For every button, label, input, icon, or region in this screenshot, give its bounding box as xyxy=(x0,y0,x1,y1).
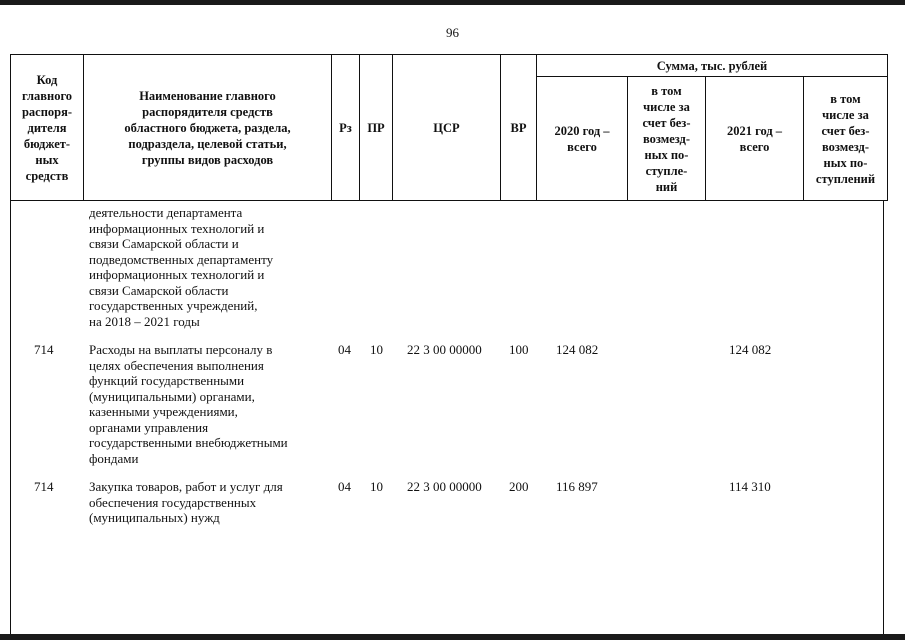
text-line: государственных учреждений, xyxy=(89,298,258,313)
row-2-csr: 22 3 00 00000 xyxy=(407,342,482,357)
text-line: связи Самарской области xyxy=(89,282,229,298)
text-line: Закупка товаров, работ и услуг для xyxy=(89,479,283,494)
text-line: на 2018 – 2021 годы xyxy=(89,313,200,329)
text-line: областного бюджета, раздела, xyxy=(124,120,291,135)
header-vr: ВР xyxy=(501,55,537,201)
table-header xyxy=(10,54,888,201)
column-rule xyxy=(883,200,884,634)
text-line: обеспечения государственных xyxy=(89,494,257,510)
text-line: счет без- xyxy=(821,123,870,138)
scan-top-border xyxy=(0,0,905,5)
row-2-rz: 04 xyxy=(338,342,351,357)
text-line: всего xyxy=(567,139,597,154)
text-line: счет без- xyxy=(642,115,691,130)
page-number: 96 xyxy=(446,25,459,40)
text-line: (муниципальными) органами, xyxy=(89,388,255,404)
header-pr: ПР xyxy=(360,55,393,201)
text-line: подведомственных департаменту xyxy=(89,251,274,267)
row-2-vr: 100 xyxy=(509,342,529,357)
text-line: связи Самарской области и xyxy=(89,236,239,251)
row-2-pr: 10 xyxy=(370,342,383,357)
row-3-rz: 04 xyxy=(338,479,351,494)
text-line: целях обеспечения выполнения xyxy=(89,357,264,373)
text-line: (муниципальных) нужд xyxy=(89,510,220,525)
text-line: информационных технологий и xyxy=(89,267,265,282)
header-rz: Рз xyxy=(332,55,360,201)
row-3-pr: 10 xyxy=(370,479,383,494)
text-line: числе за xyxy=(822,107,869,122)
text-line: ных xyxy=(35,152,59,167)
text-line: фондами xyxy=(89,450,139,466)
text-line: деятельности департамента xyxy=(89,205,243,220)
row-3-name xyxy=(89,479,283,526)
row-3-sum-2021: 114 310 xyxy=(729,479,771,494)
text-line: распорядителя средств xyxy=(142,104,273,119)
header-csr: ЦСР xyxy=(393,55,501,201)
text-line: возмезд- xyxy=(642,131,691,146)
text-line: Наименование главного xyxy=(139,88,276,103)
text-line: средств xyxy=(25,168,69,183)
text-line: функций государственными xyxy=(89,373,245,388)
text-line: в том xyxy=(830,91,861,106)
text-line: ных по- xyxy=(823,155,868,170)
text-line: всего xyxy=(739,139,770,154)
text-line: Код xyxy=(36,72,58,87)
header-2021-total xyxy=(706,77,804,201)
row-2-code: 714 xyxy=(34,342,54,357)
text-line: числе за xyxy=(643,99,690,114)
text-line: подраздела, целевой статьи, xyxy=(128,136,287,151)
text-line: ступле- xyxy=(645,163,688,178)
text-line: дителя xyxy=(27,120,67,135)
row-3-code: 714 xyxy=(34,479,54,494)
row-3-vr: 200 xyxy=(509,479,529,494)
header-code-lines xyxy=(11,72,83,184)
header-2020-total xyxy=(537,77,628,201)
header-2020-incl xyxy=(628,77,706,201)
text-line: бюджет- xyxy=(23,136,71,151)
header-code xyxy=(11,55,84,201)
scan-bottom-border xyxy=(0,634,905,640)
text-line: информационных технологий и xyxy=(89,220,265,236)
row-3-csr: 22 3 00 00000 xyxy=(407,479,482,494)
text-line: возмезд- xyxy=(821,139,870,154)
text-line: группы видов расходов xyxy=(141,152,274,167)
row-1-name xyxy=(89,205,273,329)
row-2-sum-2021: 124 082 xyxy=(729,342,772,357)
text-line: 2021 год – xyxy=(726,123,783,138)
row-2-sum-2020: 124 082 xyxy=(556,342,599,357)
text-line: Расходы на выплаты персоналу в xyxy=(89,342,273,357)
text-line: ступлений xyxy=(815,171,876,186)
text-line: ных по- xyxy=(644,147,689,162)
header-name xyxy=(84,55,332,201)
row-2-name xyxy=(89,342,288,466)
row-3-sum-2020: 116 897 xyxy=(556,479,598,494)
text-line: главного xyxy=(21,88,73,103)
text-line: государственными внебюджетными xyxy=(89,435,288,450)
header-2021-incl xyxy=(804,77,888,201)
text-line: в том xyxy=(651,83,682,98)
text-line: распоря- xyxy=(21,104,73,119)
text-line: органами управления xyxy=(89,419,209,435)
column-rule xyxy=(10,200,11,634)
text-line: ний xyxy=(655,179,678,194)
text-line: казенными учреждениями, xyxy=(89,404,238,419)
header-sum-group: Сумма, тыс. рублей xyxy=(537,55,888,77)
text-line: 2020 год – xyxy=(554,123,610,138)
